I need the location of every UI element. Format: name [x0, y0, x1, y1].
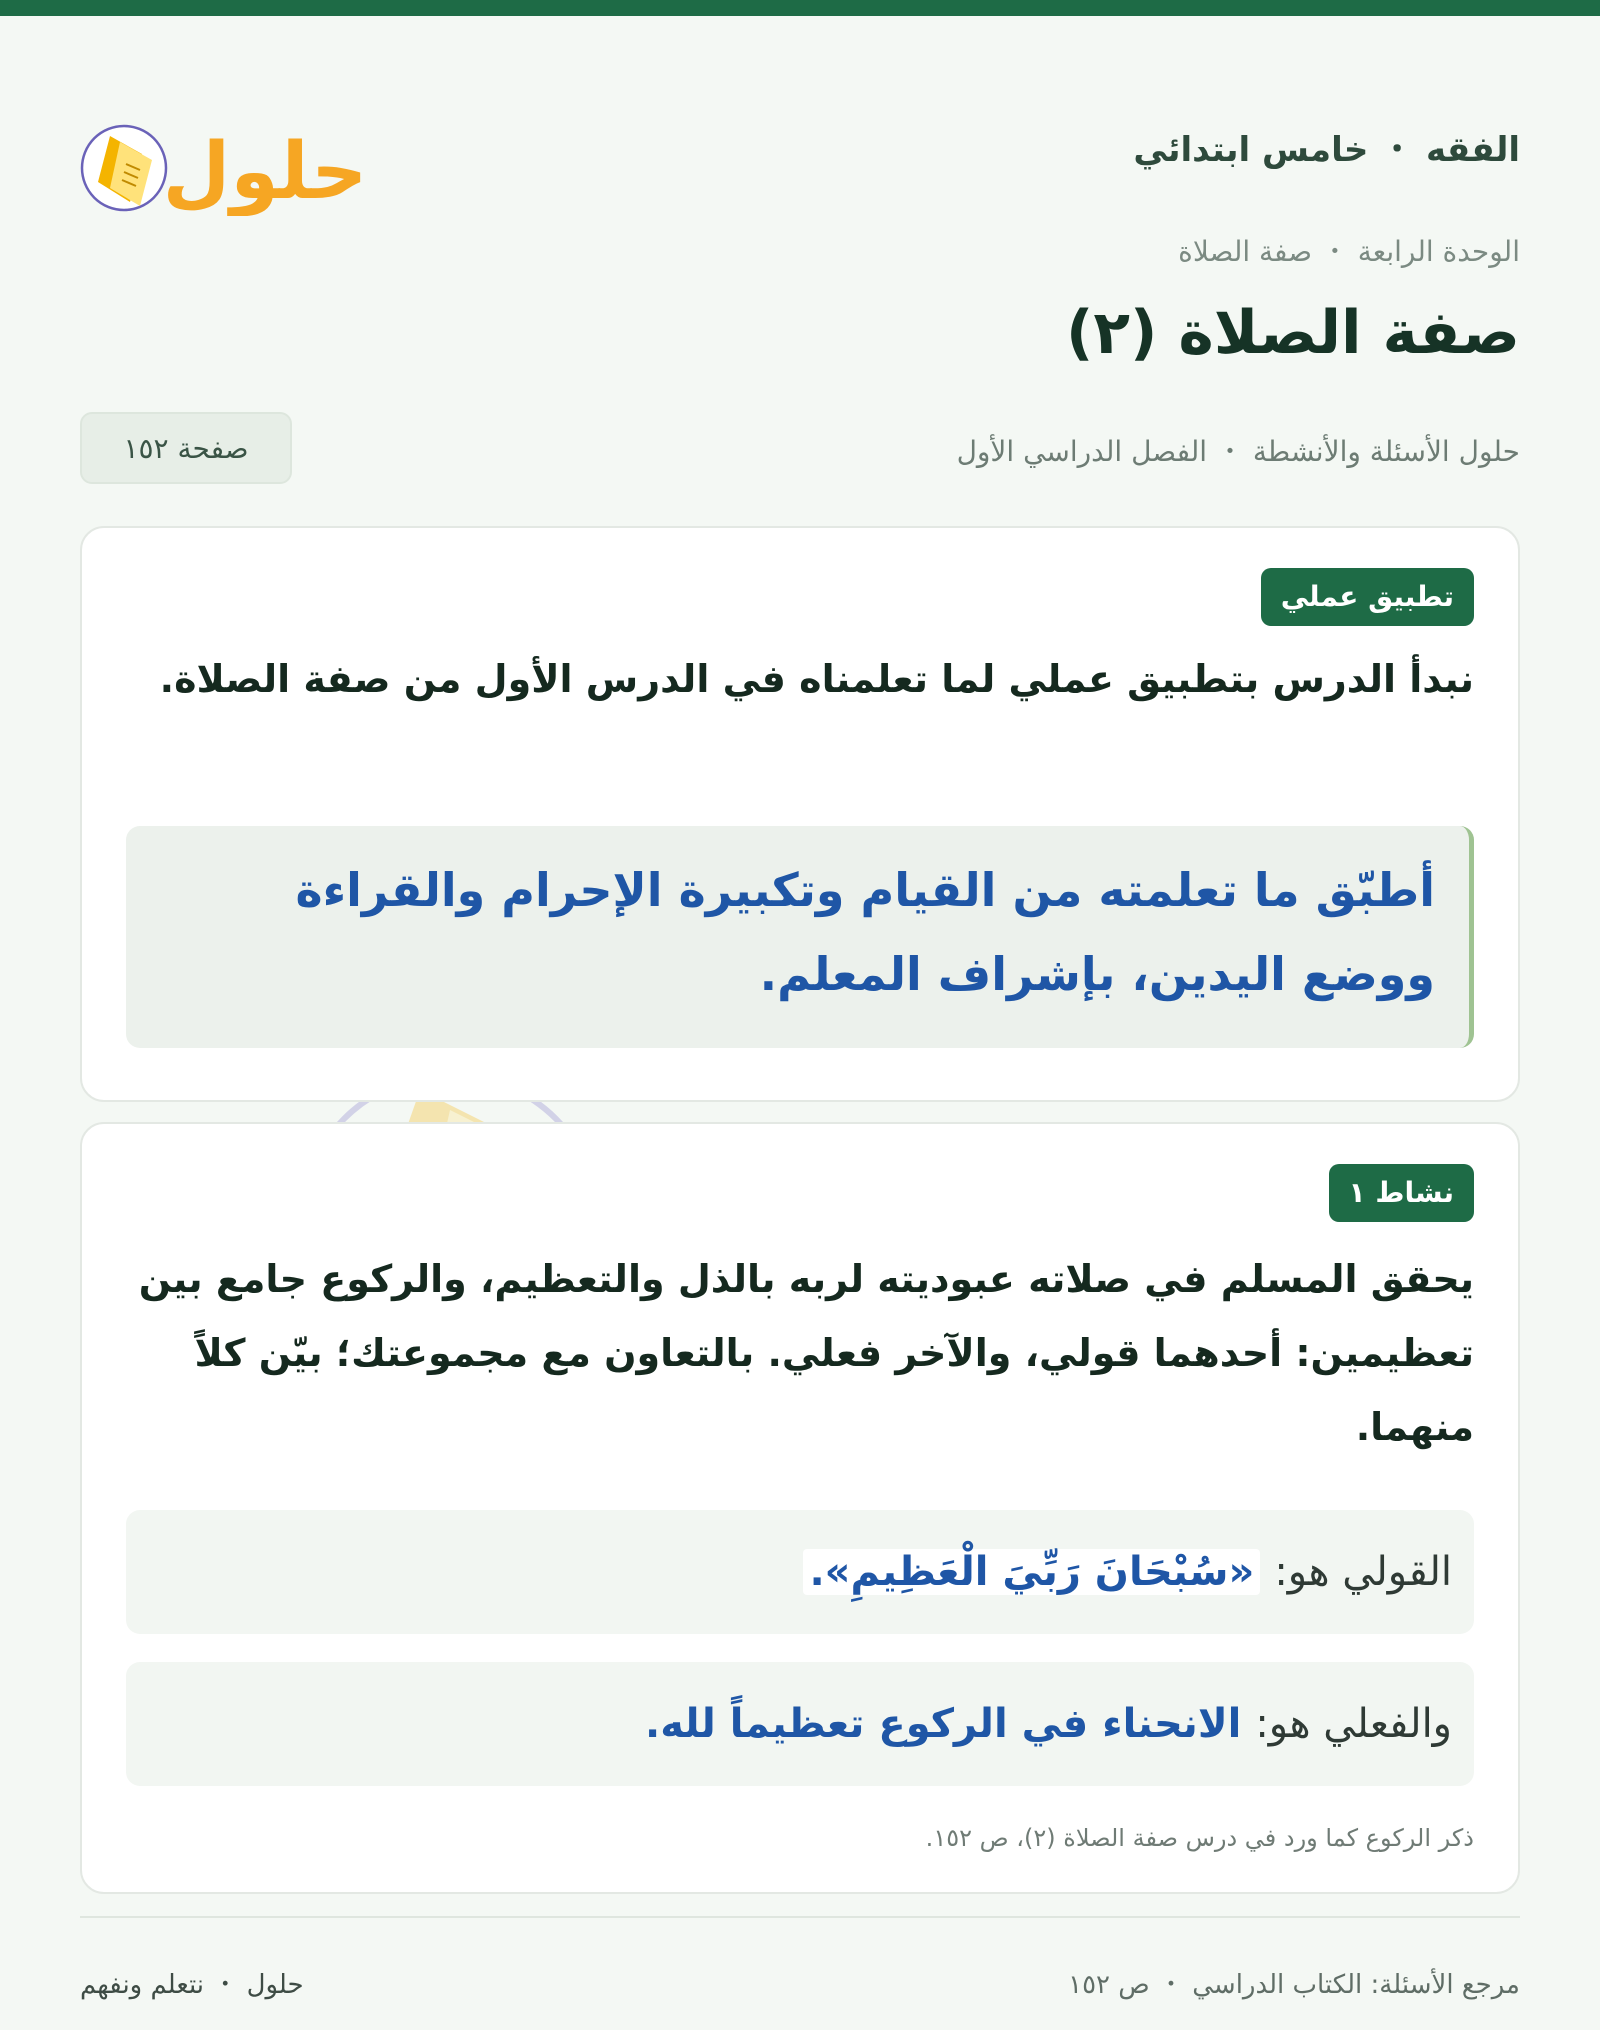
top-accent-bar: [0, 0, 1600, 16]
logo-wordmark: حلول: [162, 127, 368, 216]
breadcrumb: الوحدة الرابعة ・ صفة الصلاة: [1178, 235, 1520, 268]
site-header: [80, 56, 1520, 226]
section-lead-text: نبدأ الدرس بتطبيق عملي لما تعلمناه في الدرس الأول من صفة الصلاة.: [159, 657, 1474, 701]
page: [80, 16, 1520, 2030]
book-emblem-icon: [80, 106, 370, 216]
site-logo[interactable]: [80, 106, 370, 216]
practical-application-card: [80, 526, 1520, 1102]
page-number-badge: صفحة ١٥٢: [80, 412, 292, 484]
instruction-quote: أطبّق ما تعلمته من القيام وتكبيرة الإحرام والقراءة ووضع اليدين، بإشراف المعلم.: [126, 826, 1474, 1048]
source-note: ذكر الركوع كما ورد في درس صفة الصلاة (٢)، ص ١٥٢.: [925, 1824, 1474, 1852]
activity-question: يحقق المسلم في صلاته عبوديته لربه بالذل والتعظيم، والركوع جامع بين تعظيمين: أحدهما قولي، والآخر فعلي. بالتعاون مع مجموعتك؛ بيّن كلاً منهما.: [138, 1257, 1474, 1449]
answer-label: والفعلي هو:: [1255, 1701, 1452, 1747]
answer-value: الانحناء في الركوع تعظيماً لله.: [645, 1701, 1242, 1747]
footer-brand-link[interactable]: حلول ・ نتعلم ونفهم: [80, 1970, 304, 2000]
section-tag: نشاط ١: [1329, 1164, 1474, 1222]
answer-label: القولي هو:: [1274, 1549, 1452, 1595]
page-title: صفة الصلاة (٢): [1066, 298, 1520, 368]
footer-reference: مرجع الأسئلة: الكتاب الدراسي ・ ص ١٥٢: [1068, 1970, 1520, 2000]
activity-card: [80, 1122, 1520, 1894]
subject-grade-label: الفقه ・ خامس ابتدائي: [1133, 130, 1520, 170]
answer-verbal: [126, 1510, 1474, 1634]
answer-physical: [126, 1662, 1474, 1786]
page-meta: حلول الأسئلة والأنشطة ・ الفصل الدراسي الأول: [956, 435, 1520, 468]
section-tag: تطبيق عملي: [1261, 568, 1474, 626]
answer-value: «سُبْحَانَ رَبِّيَ الْعَظِيمِ».: [803, 1549, 1260, 1595]
site-footer: [80, 1916, 1520, 2018]
